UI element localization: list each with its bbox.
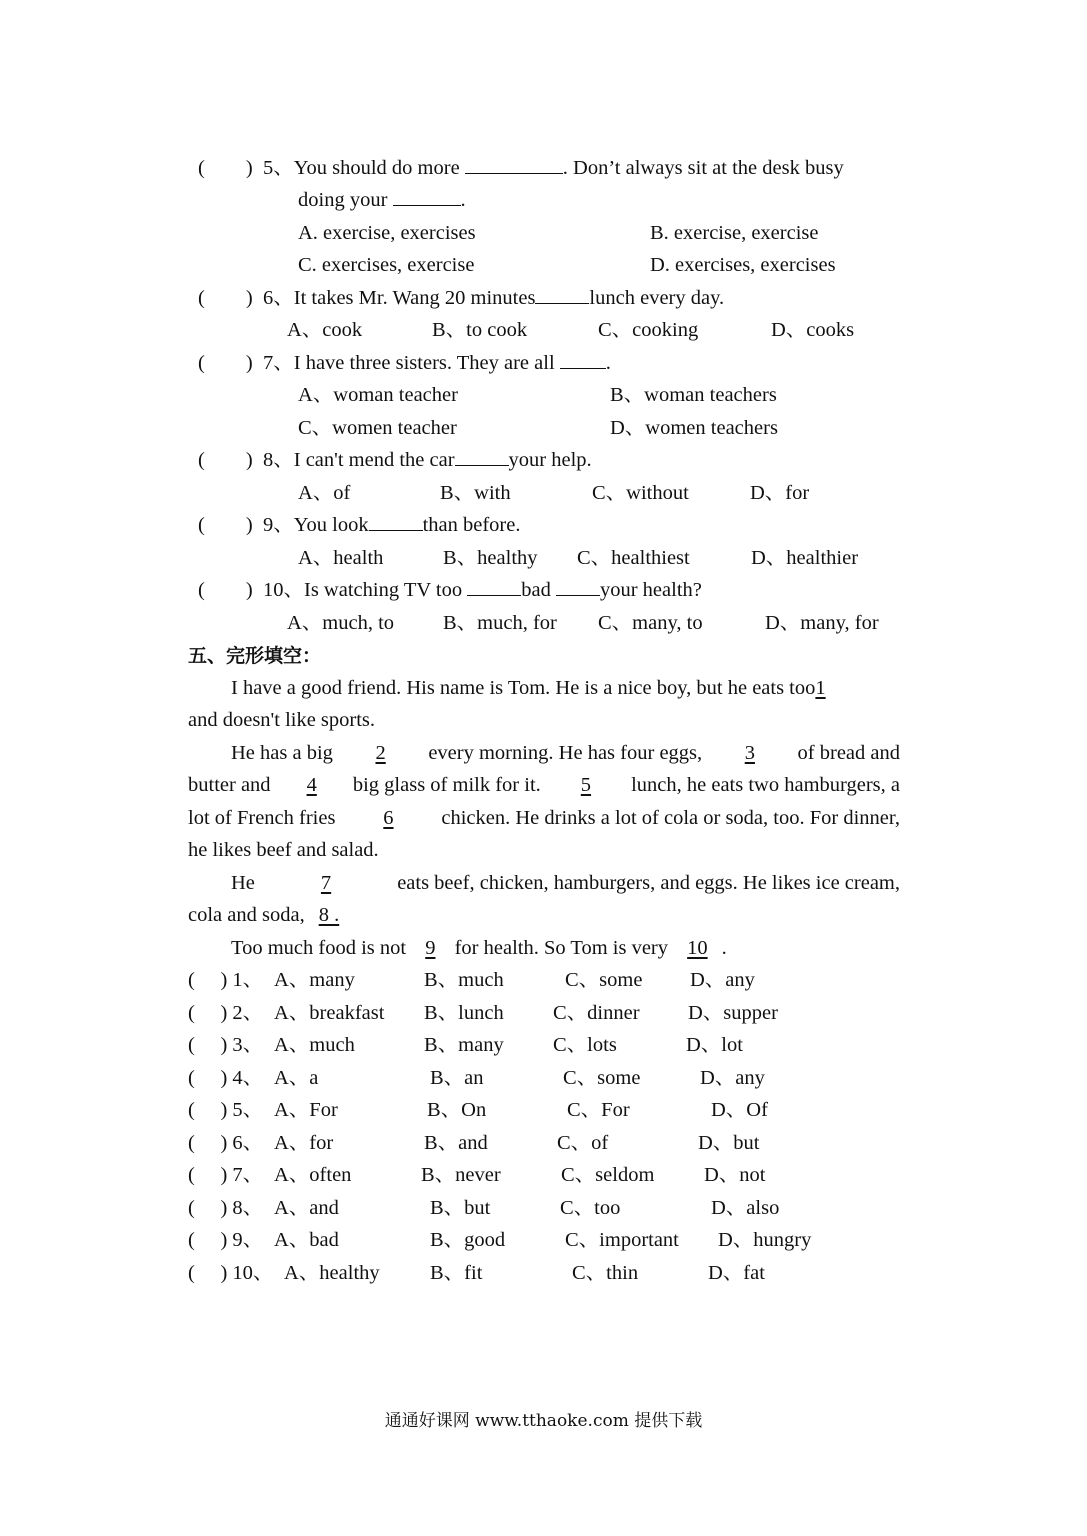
choice-number: ( ) 9、 <box>188 1229 264 1251</box>
answer-blank <box>369 512 423 531</box>
choice-option: D、Of <box>711 1099 768 1121</box>
section-heading: 五、完形填空： <box>188 645 322 667</box>
page-footer: 通通好课网 www.tthaoke.com 提供下载 <box>384 1411 703 1431</box>
option: D. exercises, exercises <box>650 254 836 276</box>
question-7-stem: 7、I have three sisters. They are all . <box>263 352 611 374</box>
question-8-stem: 8、I can't mend the car your help. <box>263 449 592 471</box>
choice-option: A、often <box>274 1164 352 1186</box>
choice-option: C、thin <box>572 1261 639 1284</box>
choice-option: A、bad <box>274 1229 339 1251</box>
choice-option: C、too <box>560 1196 621 1219</box>
choice-option: D、any <box>700 1066 765 1089</box>
answer-paren: ( ) <box>198 579 253 601</box>
cloze-paragraph-line: cola and soda, 8 . <box>188 904 340 926</box>
answer-paren: ( ) <box>198 287 253 309</box>
cloze-blank-1: 1 <box>815 677 826 699</box>
choice-option: A、a <box>274 1066 319 1089</box>
option: C、healthiest <box>577 547 690 569</box>
choice-number: ( ) 7、 <box>188 1164 264 1186</box>
choice-option: D、supper <box>688 1001 778 1024</box>
option: C、cooking <box>598 319 699 341</box>
choice-option: B、On <box>427 1099 487 1121</box>
answer-paren: ( ) <box>198 449 253 471</box>
answer-blank <box>535 285 589 304</box>
choice-option: D、any <box>690 969 755 991</box>
cloze-paragraph-line: Too much food is not 9 for health. So Tom is very 10 . <box>231 937 727 959</box>
choice-option: C、seldom <box>561 1164 655 1186</box>
cloze-blank-2: 2 <box>375 742 386 764</box>
answer-blank <box>455 447 509 466</box>
cloze-blank-9: 9 <box>425 937 436 959</box>
cloze-paragraph-line: he likes beef and salad. <box>188 839 379 861</box>
option: A、health <box>298 547 384 569</box>
cloze-paragraph-line: I have a good friend. His name is Tom. He is a nice boy, but he eats too1 <box>231 677 826 699</box>
option: C. exercises, exercise <box>298 254 475 276</box>
option: B、healthy <box>443 547 538 569</box>
option: D、cooks <box>771 319 855 341</box>
cloze-paragraph-line: and doesn't like sports. <box>188 709 376 731</box>
choice-number: ( ) 6、 <box>188 1131 264 1154</box>
option: C、without <box>592 482 689 504</box>
choice-option: A、many <box>274 969 355 991</box>
option: D、women teachers <box>610 417 778 439</box>
choice-option: A、For <box>274 1099 338 1121</box>
choice-number: ( ) 5、 <box>188 1099 264 1121</box>
choice-number: ( ) 3、 <box>188 1034 264 1056</box>
cloze-paragraph-line: lot of French fries 6 chicken. He drinks a lot of cola or soda, too. For dinner, <box>188 807 900 829</box>
choice-option: D、also <box>711 1196 780 1219</box>
question-5-stem: 5、You should do more . Don’t always sit at the desk busy <box>263 157 844 179</box>
option: A、cook <box>287 319 363 341</box>
choice-option: A、healthy <box>284 1261 380 1284</box>
answer-blank <box>556 577 600 596</box>
cloze-blank-5: 5 <box>580 774 592 796</box>
option: B、to cook <box>432 319 528 341</box>
answer-blank <box>467 577 521 596</box>
answer-paren: ( ) <box>198 157 253 179</box>
choice-option: B、and <box>424 1131 488 1154</box>
choice-option: C、lots <box>553 1034 617 1056</box>
choice-option: B、fit <box>430 1261 483 1284</box>
question-5-stem-cont: doing your . <box>298 189 466 211</box>
cloze-paragraph-line: He has a big 2 every morning. He has four eggs, 3 of bread and <box>231 742 900 764</box>
option: D、for <box>750 482 810 504</box>
option: B、with <box>440 482 511 504</box>
choice-option: B、many <box>424 1034 504 1056</box>
cloze-blank-4: 4 <box>306 774 317 796</box>
answer-blank <box>560 350 606 369</box>
choice-option: D、but <box>698 1131 760 1154</box>
choice-number: ( ) 8、 <box>188 1196 264 1219</box>
choice-option: C、important <box>565 1229 679 1251</box>
option: D、many, for <box>765 612 879 634</box>
question-9-stem: 9、You look than before. <box>263 514 521 536</box>
choice-number: ( ) 4、 <box>188 1066 264 1089</box>
cloze-paragraph-line: He 7 eats beef, chicken, hamburgers, and eggs. He likes ice cream, <box>231 872 900 894</box>
choice-option: B、but <box>430 1196 491 1219</box>
cloze-blank-10: 10 <box>687 937 708 959</box>
choice-option: C、For <box>567 1099 630 1121</box>
choice-option: C、dinner <box>553 1001 640 1024</box>
cloze-blank-7: 7 <box>320 872 332 894</box>
option: A、much, to <box>287 612 395 634</box>
choice-number: ( ) 10、 <box>188 1261 274 1284</box>
cloze-blank-3: 3 <box>744 742 755 764</box>
cloze-blank-6: 6 <box>383 807 394 829</box>
option: B、woman teachers <box>610 384 777 406</box>
choice-option: D、fat <box>708 1261 765 1284</box>
choice-option: B、never <box>421 1164 501 1186</box>
cloze-paragraph-line: butter and 4 big glass of milk for it. 5 lunch, he eats two hamburgers, a <box>188 774 900 796</box>
choice-option: D、hungry <box>718 1229 812 1251</box>
option: B、much, for <box>443 612 557 634</box>
choice-option: C、some <box>563 1066 641 1089</box>
answer-blank <box>465 155 563 174</box>
choice-option: A、breakfast <box>274 1001 385 1024</box>
choice-option: B、good <box>430 1229 506 1251</box>
choice-option: B、an <box>430 1066 484 1089</box>
answer-blank <box>393 187 461 206</box>
option: C、women teacher <box>298 417 457 439</box>
cloze-blank-8: 8 . <box>318 904 340 926</box>
option: B. exercise, exercise <box>650 222 819 244</box>
option: A、of <box>298 482 351 504</box>
choice-option: A、and <box>274 1196 339 1219</box>
choice-option: D、not <box>704 1164 766 1186</box>
choice-option: B、much <box>424 969 504 991</box>
choice-number: ( ) 1、 <box>188 969 264 991</box>
option: A、woman teacher <box>298 384 458 406</box>
choice-option: C、of <box>557 1131 609 1154</box>
answer-paren: ( ) <box>198 514 253 536</box>
choice-option: A、much <box>274 1034 355 1056</box>
choice-option: D、lot <box>686 1034 743 1056</box>
choice-option: B、lunch <box>424 1001 504 1024</box>
option: D、healthier <box>751 547 859 569</box>
answer-paren: ( ) <box>198 352 253 374</box>
choice-option: A、for <box>274 1131 334 1154</box>
choice-number: ( ) 2、 <box>188 1001 264 1024</box>
question-6-stem: 6、It takes Mr. Wang 20 minutes lunch every day. <box>263 287 725 309</box>
option: A. exercise, exercises <box>298 222 476 244</box>
question-10-stem: 10、Is watching TV too bad your health? <box>263 579 702 601</box>
choice-option: C、some <box>565 969 643 991</box>
option: C、many, to <box>598 612 703 634</box>
